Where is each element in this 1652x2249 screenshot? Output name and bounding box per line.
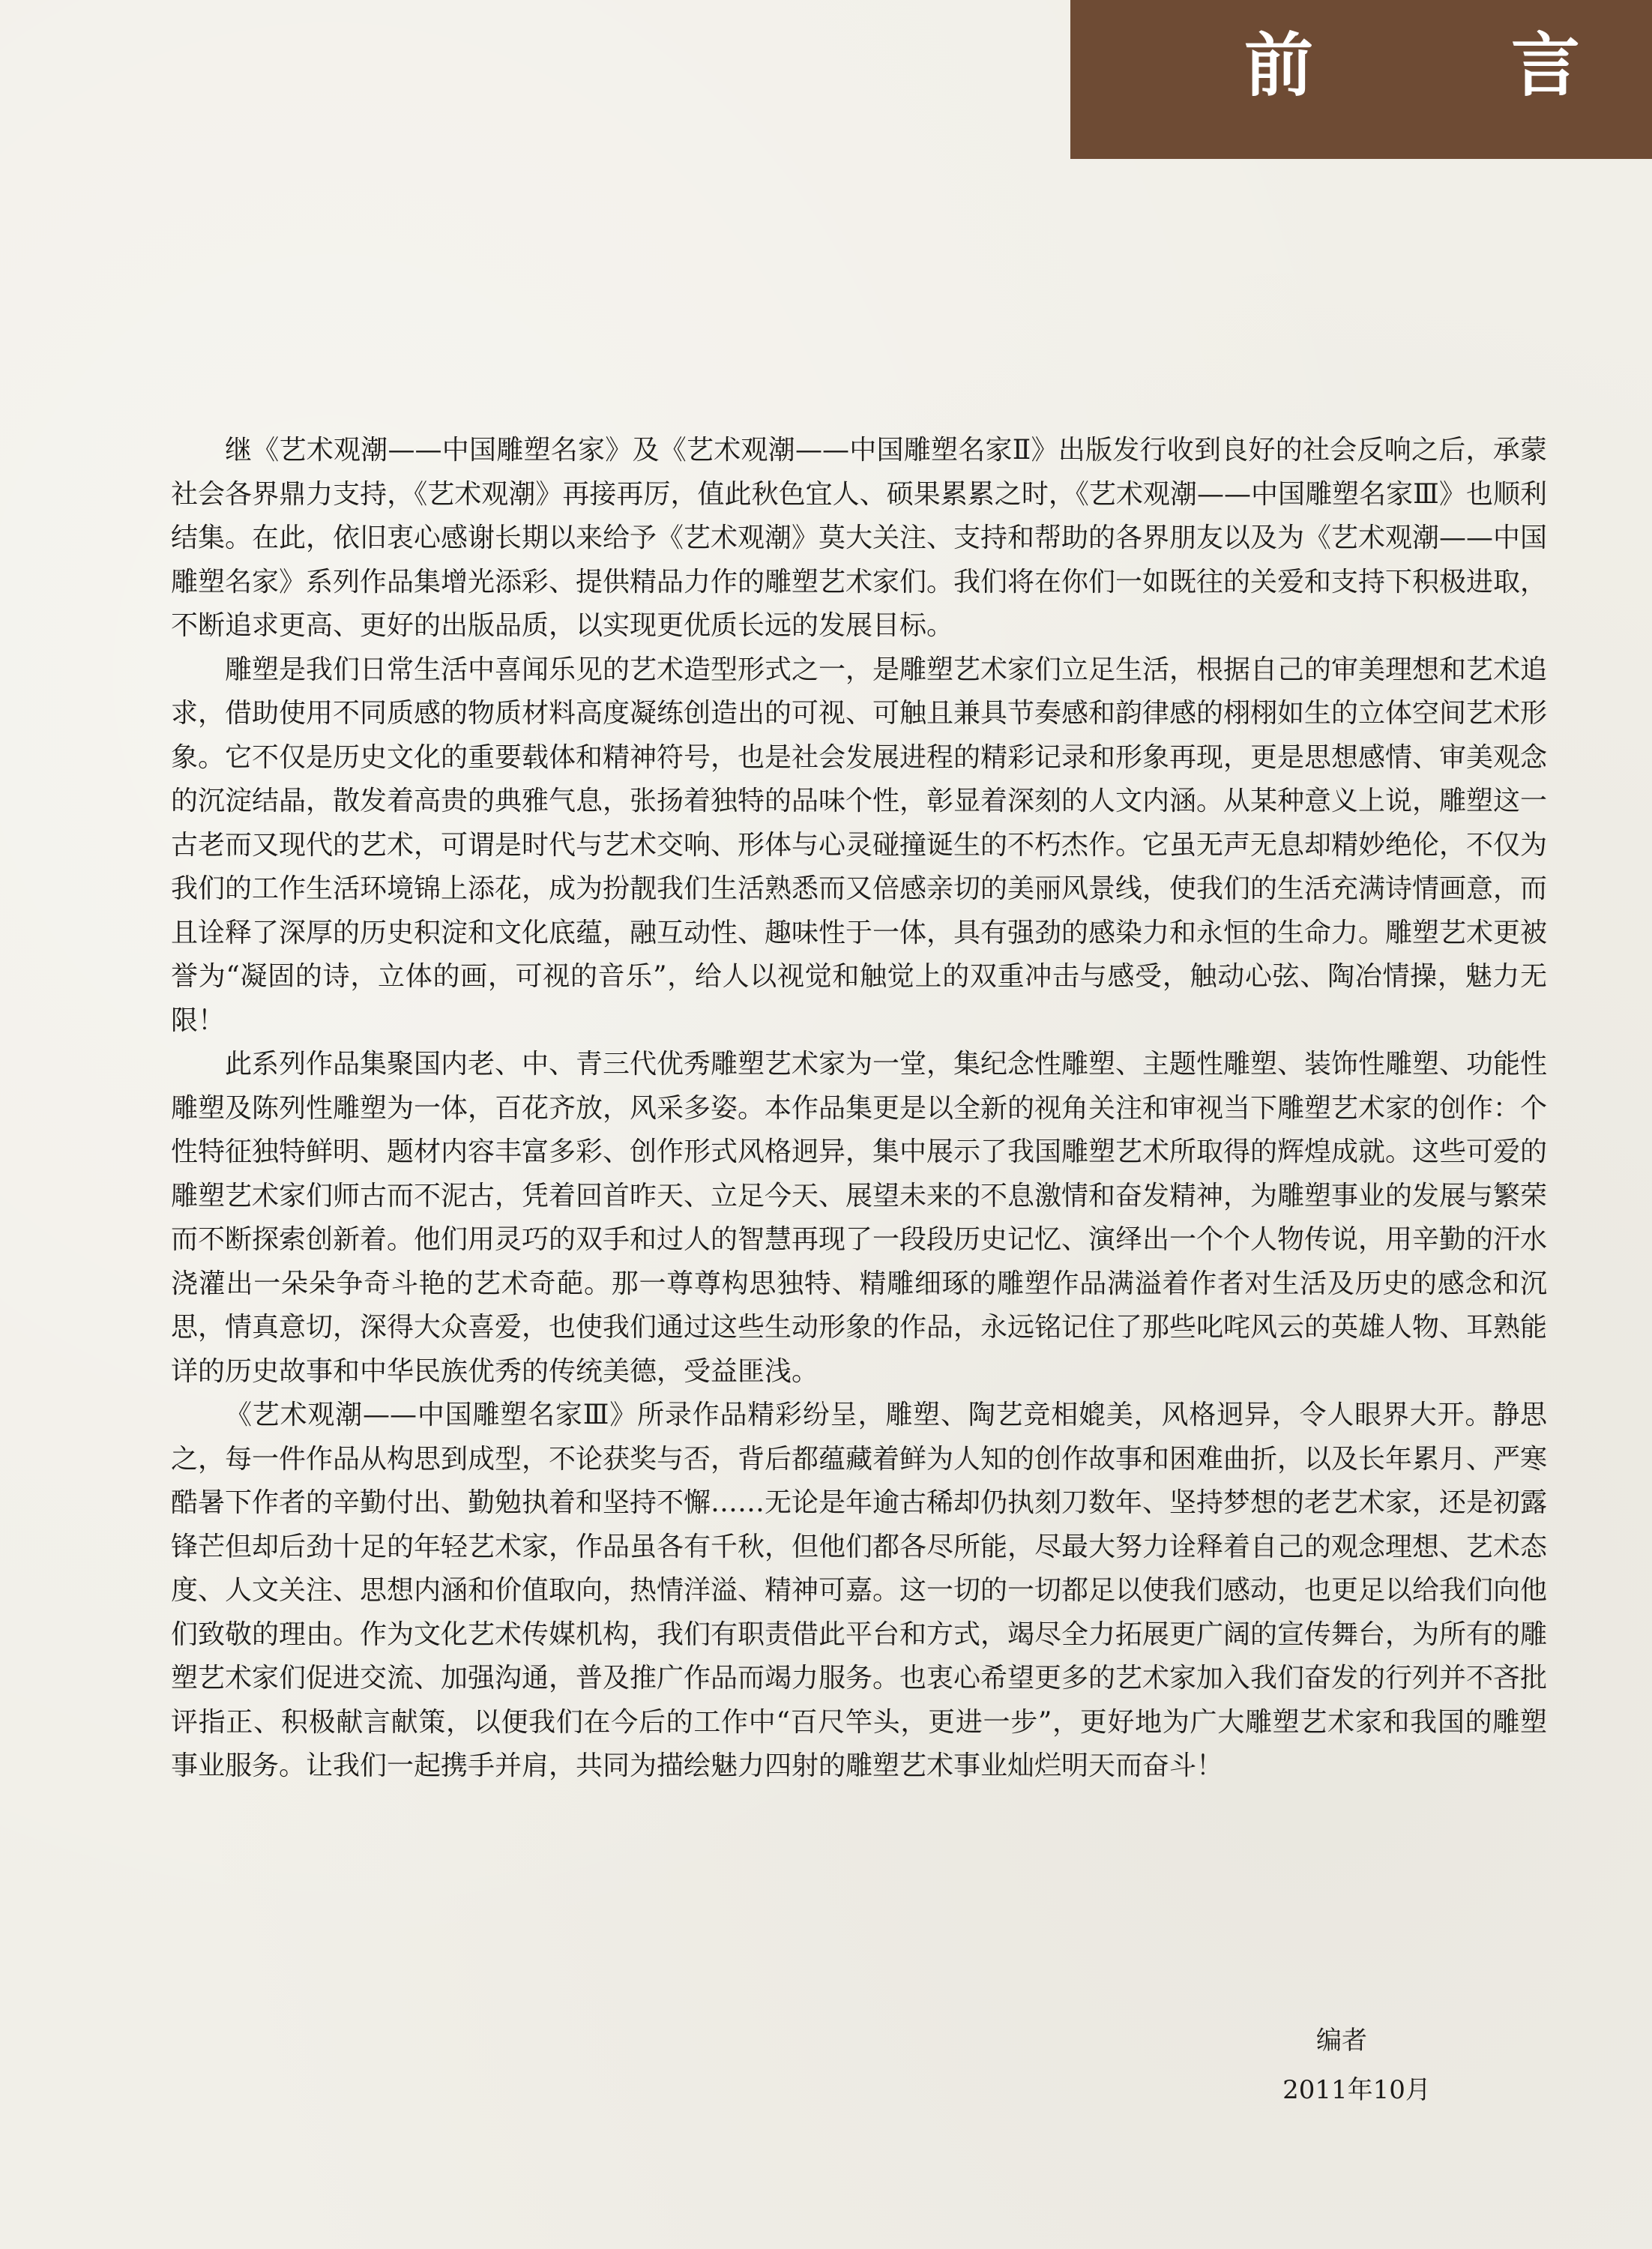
paragraph: 雕塑是我们日常生活中喜闻乐见的艺术造型形式之一，是雕塑艺术家们立足生活，根据自己的审美理想和艺术追求，借助使用不同质感的物质材料高度凝练创造出的可视、可触且兼具节奏感和韵律感的栩栩如生的立体空间艺术形象。它不仅是历史文化的重要载体和精神符号，也是社会发展进程的精彩记录和形象再现，更是思想感情、审美观念的沉淀结晶，散发着高贵的典雅气息，张扬着独特的品味个性，彰显着深刻的人文内涵。从某种意义上说，雕塑这一古老而又现代的艺术，可谓是时代与艺术交响、形体与心灵碰撞诞生的不朽杰作。它虽无声无息却精妙绝伦，不仅为我们的工作生活环境锦上添花，成为扮靓我们生活熟悉而又倍感亲切的美丽风景线，使我们的生活充满诗情画意，而且诠释了深厚的历史积淀和文化底蕴，融互动性、趣味性于一体，具有强劲的感染力和永恒的生命力。雕塑艺术更被誉为“凝固的诗，立体的画，可视的音乐”，给人以视觉和触觉上的双重冲击与感受，触动心弦、陶冶情操，魅力无限！	[171, 654, 1548, 1036]
page-title: 前 言	[1244, 25, 1645, 106]
signature-date: 2011年10月	[1282, 2075, 1431, 2105]
preface-body	[171, 429, 1547, 1789]
paragraph: 此系列作品集聚国内老、中、青三代优秀雕塑艺术家为一堂，集纪念性雕塑、主题性雕塑、装饰性雕塑、功能性雕塑及陈列性雕塑为一体，百花齐放，风采多姿。本作品集更是以全新的视角关注和审视当下雕塑艺术家的创作：个性特征独特鲜明、题材内容丰富多彩、创作形式风格迥异，集中展示了我国雕塑艺术所取得的辉煌成就。这些可爱的雕塑艺术家们师古而不泥古，凭着回首昨天、立足今天、展望未来的不息激情和奋发精神，为雕塑事业的发展与繁荣而不断探索创新着。他们用灵巧的双手和过人的智慧再现了一段段历史记忆、演绎出一个个人物传说，用辛勤的汗水浇灌出一朵朵争奇斗艳的艺术奇葩。那一尊尊构思独特、精雕细琢的雕塑作品满溢着作者对生活及历史的感念和沉思，情真意切，深得大众喜爱，也使我们通过这些生动形象的作品，永远铭记住了那些叱咤风云的英雄人物、耳熟能详的历史故事和中华民族优秀的传统美德，受益匪浅。	[171, 1049, 1548, 1387]
signature-author: 编者	[1316, 2026, 1367, 2056]
paragraph: 《艺术观潮——中国雕塑名家Ⅲ》所录作品精彩纷呈，雕塑、陶艺竞相媲美，风格迥异，令人眼界大开。静思之，每一件作品从构思到成型，不论获奖与否，背后都蕴藏着鲜为人知的创作故事和困难曲折，以及长年累月、严寒酷暑下作者的辛勤付出、勤勉执着和坚持不懈……无论是年逾古稀却仍执刻刀数年、坚持梦想的老艺术家，还是初露锋芒但却后劲十足的年轻艺术家，作品虽各有千秋，但他们都各尽所能，尽最大努力诠释着自己的观念理想、艺术态度、人文关注、思想内涵和价值取向，热情洋溢、精神可嘉。这一切的一切都足以使我们感动，也更足以给我们向他们致敬的理由。作为文化艺术传媒机构，我们有职责借此平台和方式，竭尽全力拓展更广阔的宣传舞台，为所有的雕塑艺术家们促进交流、加强沟通，普及推广作品而竭力服务。也衷心希望更多的艺术家加入我们奋发的行列并不吝批评指正、积极献言献策，以便我们在今后的工作中“百尺竿头，更进一步”，更好地为广大雕塑艺术家和我国的雕塑事业服务。让我们一起携手并肩，共同为描绘魅力四射的雕塑艺术事业灿烂明天而奋斗！	[171, 1400, 1548, 1781]
signature-block	[1244, 2021, 1469, 2110]
paragraph: 继《艺术观潮——中国雕塑名家》及《艺术观潮——中国雕塑名家Ⅱ》出版发行收到良好的社会反响之后，承蒙社会各界鼎力支持，《艺术观潮》再接再厉，值此秋色宜人、硕果累累之时，《艺术观潮——中国雕塑名家Ⅲ》也顺利结集。在此，依旧衷心感谢长期以来给予《艺术观潮》莫大关注、支持和帮助的各界朋友以及为《艺术观潮——中国雕塑名家》系列作品集增光添彩、提供精品力作的雕塑艺术家们。我们将在你们一如既往的关爱和支持下积极进取，不断追求更高、更好的出版品质，以实现更优质长远的发展目标。	[171, 435, 1548, 641]
